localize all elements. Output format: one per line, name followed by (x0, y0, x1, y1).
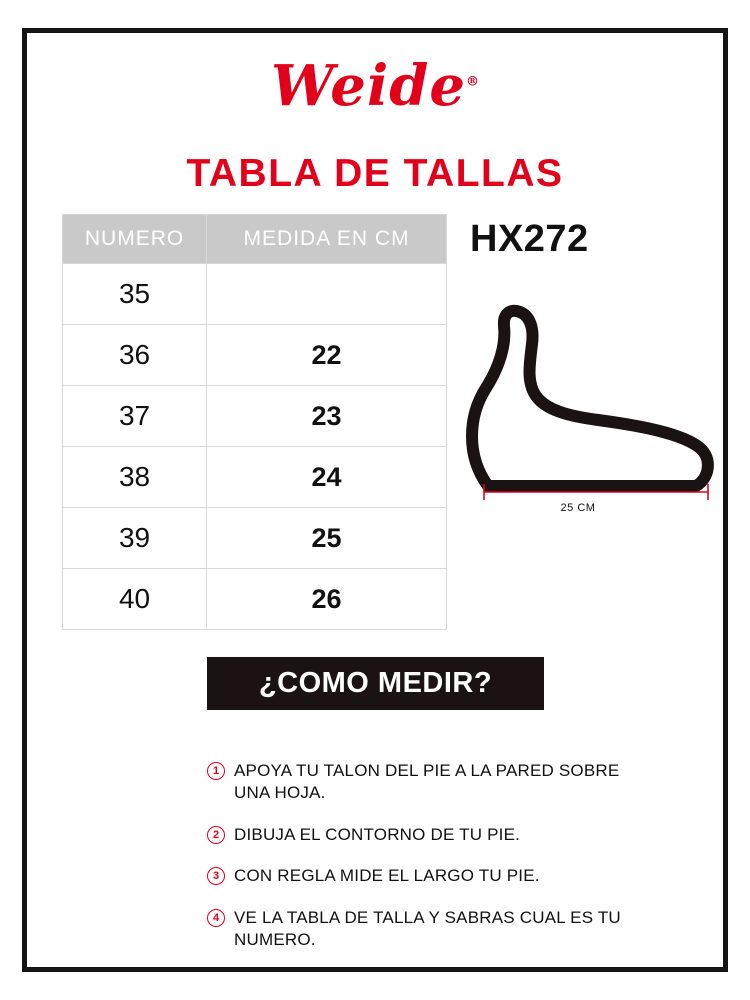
table-header-row (63, 215, 447, 264)
table-row (63, 325, 447, 386)
cell-numero: 37 (63, 386, 207, 447)
registered-mark: ® (466, 74, 479, 90)
cell-medida: 23 (207, 386, 447, 447)
foot-measure-label: 25 CM (560, 502, 596, 514)
model-code: HX272 (470, 218, 589, 260)
list-item (207, 824, 627, 846)
cell-numero: 36 (63, 325, 207, 386)
cell-medida: 22 (207, 325, 447, 386)
table-row (63, 569, 447, 630)
size-table (62, 214, 447, 630)
brand-name: Weide (270, 53, 466, 119)
step-text: VE LA TABLA DE TALLA Y SABRAS CUAL ES TU NUMERO. (234, 907, 621, 950)
foot-diagram (448, 296, 728, 536)
step-number-badge: 2 (207, 826, 225, 844)
cell-medida (207, 264, 447, 325)
how-to-measure-banner: ¿COMO MEDIR? (207, 657, 544, 710)
how-to-measure-steps (207, 760, 627, 971)
step-number-badge: 1 (207, 762, 225, 780)
column-header-medida: MEDIDA EN CM (207, 215, 447, 264)
column-header-numero: NUMERO (63, 215, 207, 264)
foot-outline-icon (448, 296, 728, 511)
step-number-badge: 3 (207, 867, 225, 885)
cell-medida: 25 (207, 508, 447, 569)
cell-numero: 40 (63, 569, 207, 630)
list-item (207, 760, 627, 805)
cell-medida: 24 (207, 447, 447, 508)
table-row (63, 508, 447, 569)
cell-numero: 38 (63, 447, 207, 508)
cell-medida: 26 (207, 569, 447, 630)
step-text: CON REGLA MIDE EL LARGO TU PIE. (234, 866, 540, 886)
cell-numero: 35 (63, 264, 207, 325)
table-row (63, 447, 447, 508)
list-item (207, 907, 627, 952)
page-title: TABLA DE TALLAS (186, 152, 564, 195)
list-item (207, 865, 627, 887)
table-row (63, 264, 447, 325)
table-row (63, 386, 447, 447)
cell-numero: 39 (63, 508, 207, 569)
step-text: APOYA TU TALON DEL PIE A LA PARED SOBRE UNA HOJA. (234, 761, 620, 803)
step-text: DIBUJA EL CONTORNO DE TU PIE. (234, 824, 521, 844)
step-number-badge: 4 (207, 909, 225, 927)
brand-logo (0, 53, 750, 119)
